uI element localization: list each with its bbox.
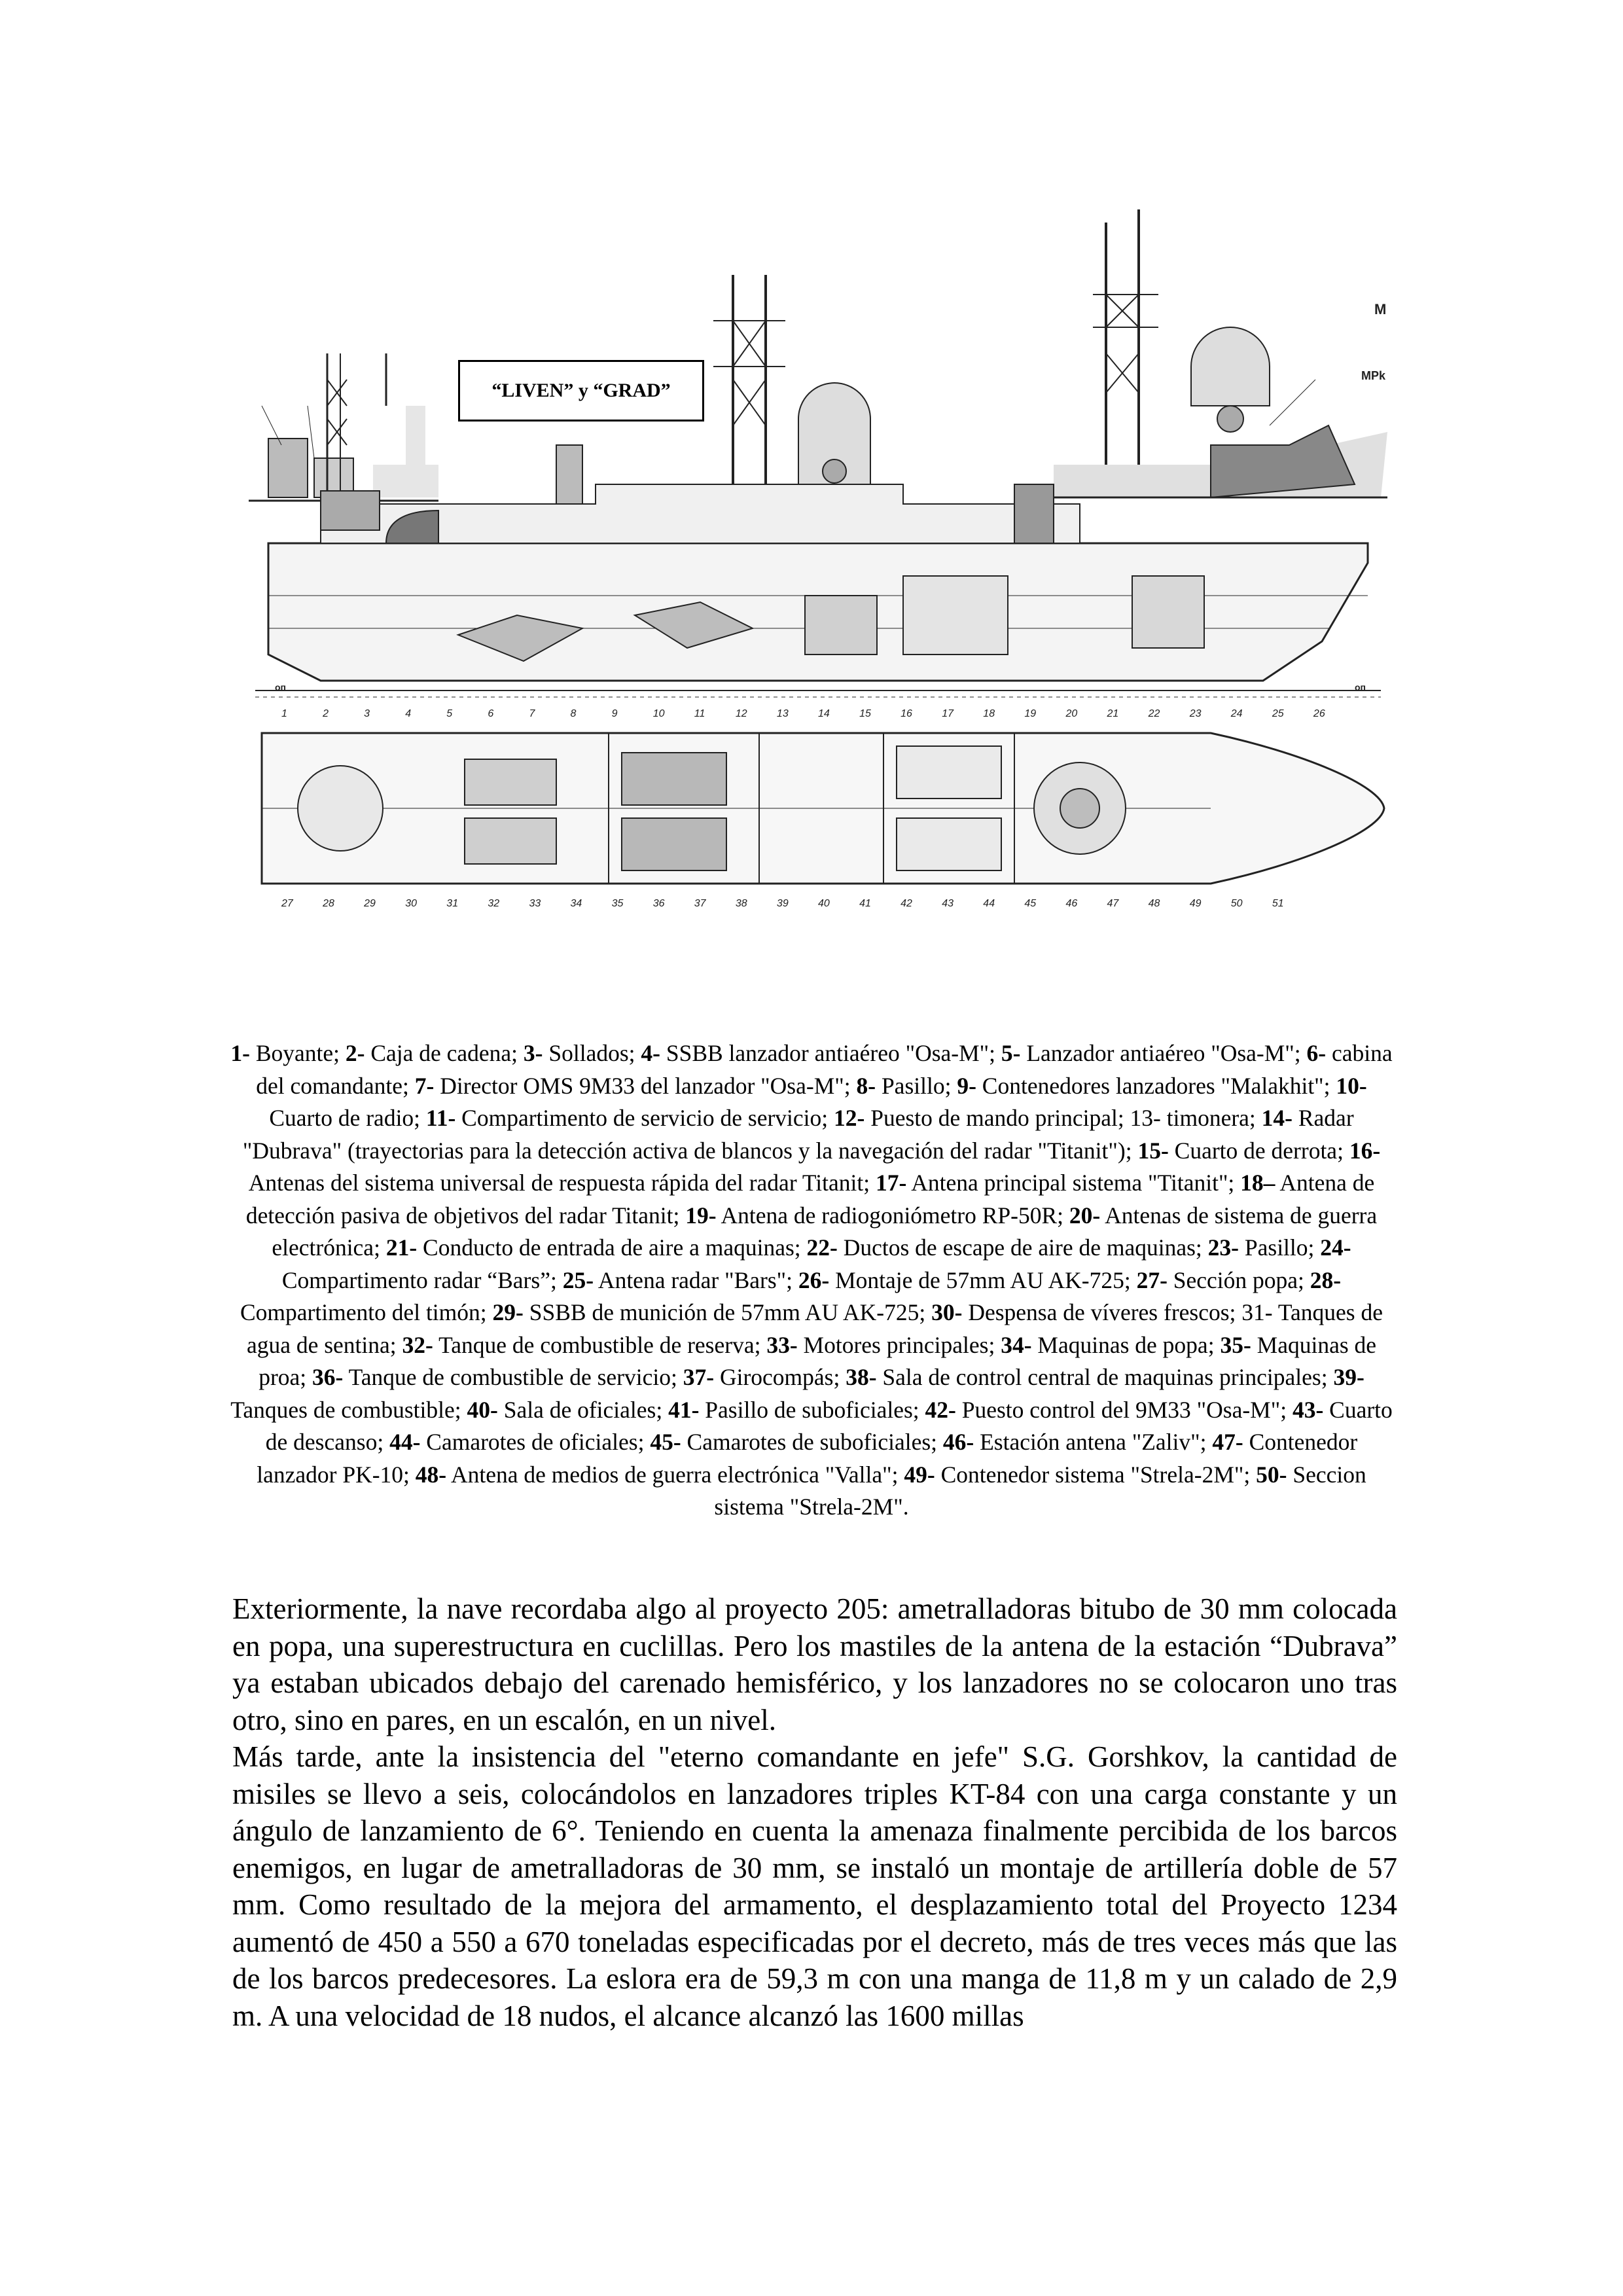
legend-text: Sección popa; <box>1167 1266 1310 1293</box>
legend-text: Cuarto de descanso; <box>265 1396 1393 1455</box>
diagram-number: 35 <box>611 898 624 909</box>
legend-text: Boyante; <box>249 1040 346 1066</box>
ship-drawing <box>242 209 1394 1014</box>
legend-text: Maquinas de proa; <box>259 1331 1377 1390</box>
figure-legend <box>226 1037 1397 1524</box>
legend-key: 44- <box>389 1429 421 1455</box>
legend-key: 37- <box>683 1364 715 1390</box>
diagram-number: 17 <box>942 708 954 719</box>
legend-text: Radar "Dubrava" (trayectorias para la detección activa de blancos y la navegación del radar "Titanit"); <box>242 1105 1354 1164</box>
legend-text: Tanque de combustible de servicio; <box>343 1364 683 1390</box>
main-mast <box>713 275 870 484</box>
stern-inset <box>249 353 438 501</box>
legend-text: Antena de radiogoniómetro RP-50R; <box>716 1202 1069 1229</box>
diagram-number: 12 <box>735 708 747 719</box>
legend-key: 17- <box>876 1170 907 1196</box>
diagram-number: 34 <box>570 898 582 909</box>
diagram-number: 11 <box>694 708 705 719</box>
legend-key: 50- <box>1256 1461 1287 1488</box>
bow-inset <box>1054 209 1387 497</box>
legend-text: Contenedor sistema "Strela-2M"; <box>935 1461 1257 1488</box>
legend-key: 22- <box>806 1234 838 1261</box>
legend-key: 27- <box>1136 1266 1168 1293</box>
legend-text: Camarotes de suboficiales; <box>681 1429 943 1455</box>
legend-key: 3- <box>523 1040 543 1066</box>
legend-key: 15- <box>1137 1137 1169 1164</box>
legend-key: 38- <box>846 1364 877 1390</box>
legend-text: Antenas de sistema de guerra electrónica; <box>272 1202 1378 1261</box>
legend-key: 8- <box>856 1072 876 1099</box>
legend-key: 2- <box>345 1040 365 1066</box>
diagram-number: 50 <box>1230 898 1243 909</box>
diagram-number: 38 <box>735 898 747 909</box>
diagram-number: 39 <box>776 898 789 909</box>
legend-text: Tanques de combustible; <box>230 1396 467 1423</box>
diagram-number: 1 <box>281 708 287 719</box>
diagram-number: 46 <box>1065 898 1078 909</box>
legend-key: 32- <box>402 1331 433 1358</box>
diagram-number: 21 <box>1107 708 1119 719</box>
diagram-number: 19 <box>1024 708 1037 719</box>
legend-key: 34- <box>1001 1331 1032 1358</box>
diagram-number: 13 <box>776 708 789 719</box>
diagram-number: 49 <box>1189 898 1202 909</box>
diagram-number: 23 <box>1189 708 1202 719</box>
diagram-number: 29 <box>364 898 376 909</box>
diagram-number: 45 <box>1024 898 1037 909</box>
legend-text: Compartimento del timón; <box>240 1299 493 1325</box>
diagram-number: 6 <box>488 708 494 719</box>
legend-key: 42- <box>925 1396 956 1423</box>
legend-key: 24- <box>1320 1234 1351 1261</box>
legend-key: 49- <box>904 1461 935 1488</box>
legend-key: 16- <box>1349 1137 1381 1164</box>
legend-key: 30- <box>931 1299 963 1325</box>
diagram-number: 32 <box>488 898 500 909</box>
legend-text: Pasillo de suboficiales; <box>699 1396 925 1423</box>
diagram-number: 48 <box>1148 898 1160 909</box>
diagram-number: 47 <box>1107 898 1119 909</box>
legend-text: Antenas del sistema universal de respuesta rápida del radar Titanit; <box>248 1170 876 1196</box>
diagram-number: 42 <box>901 898 912 909</box>
legend-text: Camarotes de oficiales; <box>420 1429 651 1455</box>
legend-text: Caja de cadena; <box>365 1040 524 1066</box>
diagram-number: 26 <box>1313 708 1325 719</box>
legend-key: 40- <box>467 1396 498 1423</box>
diagram-number: 15 <box>859 708 871 719</box>
legend-key: 33- <box>766 1331 798 1358</box>
diagram-number: 40 <box>818 898 830 909</box>
diagram-number: 33 <box>529 898 541 909</box>
legend-key: 18– <box>1240 1170 1275 1196</box>
diagram-number: 4 <box>405 708 412 719</box>
diagram-number: 31 <box>446 898 459 909</box>
legend-key: 29- <box>492 1299 524 1325</box>
legend-key: 48- <box>415 1461 447 1488</box>
diagram-number: 20 <box>1065 708 1078 719</box>
legend-key: 47- <box>1212 1429 1243 1455</box>
legend-key: 45- <box>650 1429 681 1455</box>
legend-key: 11- <box>425 1105 456 1131</box>
legend-key: 28- <box>1310 1266 1342 1293</box>
legend-text: Cuarto de radio; <box>269 1105 426 1131</box>
diagram-number: 9 <box>611 708 618 719</box>
diagram-number: 30 <box>405 898 418 909</box>
diagram-number: 44 <box>983 898 995 909</box>
legend-text: Tanque de combustible de reserva; <box>433 1331 767 1358</box>
diagram-number: 16 <box>901 708 912 719</box>
legend-text: Compartimento de servicio de servicio; <box>455 1105 834 1131</box>
diagram-number: 43 <box>942 898 954 909</box>
legend-text: Lanzador antiaéreo "Osa-M"; <box>1020 1040 1307 1066</box>
legend-text: Antena radar "Bars"; <box>594 1266 798 1293</box>
plan-view <box>262 733 1384 884</box>
legend-text: Sala de oficiales; <box>497 1396 669 1423</box>
legend-text: SSBB lanzador antiaéreo "Osa-M"; <box>660 1040 1001 1066</box>
diagram-number: 22 <box>1148 708 1160 719</box>
legend-text: Sala de control central de maquinas principales; <box>876 1364 1334 1390</box>
legend-key: 4- <box>641 1040 660 1066</box>
legend-text: Sollados; <box>543 1040 641 1066</box>
inset-label-mpk: MPk <box>1361 369 1386 382</box>
paragraph-2: Más tarde, ante la insistencia del "eterno comandante en jefe" S.G. Gorshkov, la cantidad de misiles se llevo a seis, colocándolos en lanzadores triples KT-84 con una carga constante y un ángulo de lanzamiento de 6°. Teniendo en cuenta la amenaza finalmente percibida de los barcos enemigos, en lugar de ametralladoras de 30 mm, se instaló un montaje de artillería doble de 57 mm. Como resultado de la mejora del armamento, el desplazamiento total del Proyecto 1234 aumentó de 450 a 550 a 670 toneladas especificadas por el decreto, más de tres veces más que las de los barcos predecesores. La eslora era de 59,3 m con una manga de 11,8 m y un calado de 2,9 m. A una velocidad de 18 nudos, el alcance alcanzó las 1600 millas <box>232 1740 1397 2032</box>
legend-text: Pasillo; <box>876 1072 957 1099</box>
legend-key: 5- <box>1001 1040 1021 1066</box>
legend-key: 25- <box>562 1266 594 1293</box>
diagram-number: 51 <box>1272 898 1284 909</box>
legend-text: Girocompás; <box>714 1364 846 1390</box>
diagram-number: 3 <box>364 708 370 719</box>
diagram-number: 18 <box>983 708 995 719</box>
diagram-number: 41 <box>859 898 871 909</box>
diagram-number: 25 <box>1272 708 1284 719</box>
liven-grad-callout: “LIVEN” y “GRAD” <box>458 360 704 422</box>
legend-key: 6- <box>1306 1040 1327 1066</box>
diagram-number: 24 <box>1230 708 1243 719</box>
legend-key: 39- <box>1333 1364 1364 1390</box>
inset-label-m: M <box>1374 301 1387 317</box>
diagram-number: 36 <box>652 898 665 909</box>
legend-key: 21- <box>385 1234 418 1261</box>
legend-text: Puesto de mando principal; 13- timonera; <box>865 1105 1262 1131</box>
diagram-number: 14 <box>818 708 830 719</box>
legend-text: Contenedor lanzador PK-10; <box>257 1429 1358 1488</box>
diagram-number: 28 <box>323 898 334 909</box>
legend-key: 23- <box>1207 1234 1239 1261</box>
legend-text: Director OMS 9M33 del lanzador "Osa-M"; <box>434 1072 857 1099</box>
diagram-number: 10 <box>652 708 665 719</box>
legend-key: 1- <box>230 1040 250 1066</box>
legend-key: 41- <box>668 1396 700 1423</box>
diagram-number: 5 <box>446 708 453 719</box>
legend-text: Antena de medios de guerra electrónica "Valla"; <box>446 1461 904 1488</box>
diagram-number: 27 <box>281 898 293 909</box>
legend-text: SSBB de munición de 57mm AU AK-725; <box>523 1299 932 1325</box>
legend-text: Despensa de víveres frescos; 31- Tanques de agua de sentina; <box>246 1299 1383 1358</box>
paragraph-1: Exteriormente, la nave recordaba algo al proyecto 205: ametralladoras bitubo de 30 mm colocada en popa, una superestructura en cuclillas. Pero los mastiles de la antena de la estación “Dubrava” ya estaban ubicados debajo del carenado hemisférico, y los lanzadores no se colocaron uno tras otro, sino en pares, en un escalón, en un nivel. <box>232 1592 1397 1736</box>
legend-key: 26- <box>798 1266 830 1293</box>
legend-text: Conducto de entrada de aire a maquinas; <box>417 1234 807 1261</box>
legend-text: Antena principal sistema "Titanit"; <box>906 1170 1241 1196</box>
legend-key: 35- <box>1220 1331 1251 1358</box>
legend-text: cabina del comandante; <box>256 1040 1393 1099</box>
legend-key: 9- <box>957 1072 976 1099</box>
diagram-number: 37 <box>694 898 706 909</box>
legend-key: 10- <box>1336 1072 1367 1099</box>
legend-key: 14- <box>1261 1105 1293 1131</box>
frame-label: оп <box>1355 682 1366 692</box>
legend-text: Montaje de 57mm AU AK-725; <box>829 1266 1137 1293</box>
legend-text: Antena de detección pasiva de objetivos del radar Titanit; <box>245 1170 1375 1229</box>
frame-label: оп <box>275 682 287 692</box>
legend-text: Motores principales; <box>797 1331 1001 1358</box>
legend-text: Compartimento radar “Bars”; <box>281 1266 563 1293</box>
legend-text: Estación antena "Zaliv"; <box>974 1429 1213 1455</box>
diagram-number: 2 <box>323 708 329 719</box>
diagram-number: 8 <box>570 708 577 719</box>
legend-key: 20- <box>1069 1202 1101 1229</box>
legend-key: 19- <box>685 1202 717 1229</box>
legend-text: Ductos de escape de aire de maquinas; <box>837 1234 1208 1261</box>
diagram-number: 7 <box>529 708 535 719</box>
body-text <box>232 1590 1397 2034</box>
legend-key: 43- <box>1292 1396 1324 1423</box>
legend-text: Pasillo; <box>1239 1234 1321 1261</box>
legend-text: Puesto control del 9M33 "Osa-M"; <box>955 1396 1293 1423</box>
legend-key: 36- <box>312 1364 344 1390</box>
legend-text: Maquinas de popa; <box>1031 1331 1221 1358</box>
legend-text: Seccion sistema "Strela-2M". <box>714 1461 1366 1520</box>
ship-diagram <box>242 209 1394 1014</box>
legend-key: 7- <box>414 1072 435 1099</box>
legend-text: Cuarto de derrota; <box>1168 1137 1349 1164</box>
legend-key: 46- <box>942 1429 974 1455</box>
legend-key: 12- <box>834 1105 865 1131</box>
legend-text: Contenedores lanzadores "Malakhit"; <box>976 1072 1336 1099</box>
